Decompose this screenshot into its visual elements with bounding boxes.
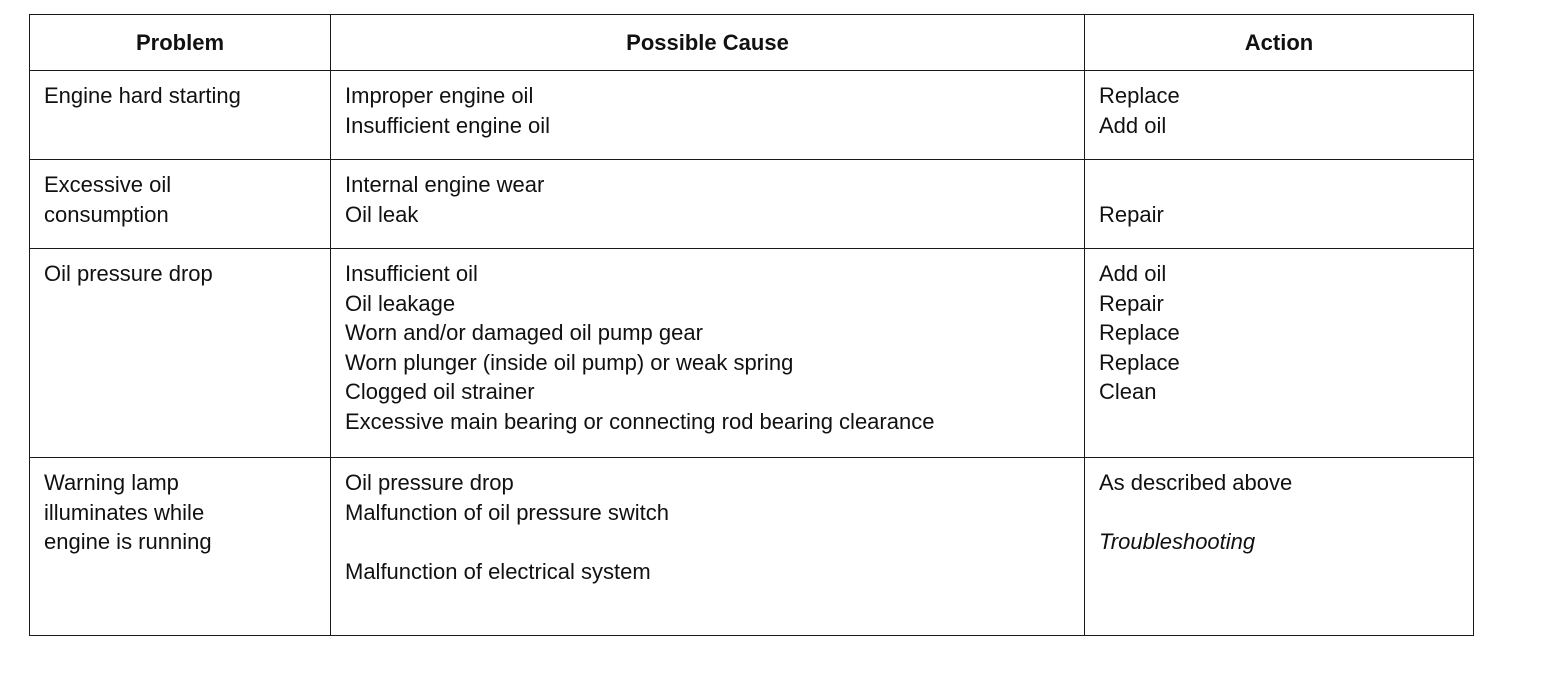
header-possible-cause: Possible Cause	[331, 15, 1085, 71]
table-row	[30, 71, 1474, 160]
action-cell	[1085, 71, 1474, 160]
cause-cell	[331, 249, 1085, 458]
cause-text: Oil pressure drop	[345, 470, 514, 495]
troubleshooting-table	[29, 14, 1474, 636]
cause-text: Insufficient oil	[345, 261, 478, 286]
action-cell	[1085, 249, 1474, 458]
cause-text: Malfunction of electrical system	[345, 558, 651, 584]
action-text-troubleshooting: Troubleshooting	[1099, 529, 1256, 554]
cause-text: Improper engine oil	[345, 83, 534, 108]
problem-text: Warning lamp	[44, 470, 179, 495]
cause-text: Worn and/or damaged oil pump gear	[345, 320, 703, 345]
cause-text: Oil leak	[345, 201, 419, 227]
cause-text: Oil leakage	[345, 290, 456, 316]
action-text: Repair	[1099, 290, 1164, 316]
cause-text: Insufficient engine oil	[345, 112, 551, 138]
problem-text: Excessive oil	[44, 172, 172, 197]
cause-text: Clogged oil strainer	[345, 379, 535, 404]
action-cell	[1085, 458, 1474, 636]
header-problem: Problem	[30, 15, 331, 71]
problem-cell	[30, 71, 331, 160]
problem-text: illuminates while	[44, 499, 205, 525]
action-cell	[1085, 160, 1474, 249]
action-text: As described above	[1099, 470, 1293, 495]
header-action: Action	[1085, 15, 1474, 71]
header-row	[30, 15, 1474, 71]
cause-text: Malfunction of oil pressure switch	[345, 499, 670, 525]
problem-cell	[30, 249, 331, 458]
action-text: Repair	[1099, 201, 1164, 227]
problem-cell	[30, 458, 331, 636]
problem-text: Oil pressure drop	[44, 261, 213, 286]
cause-cell	[331, 71, 1085, 160]
problem-text: Engine hard starting	[44, 83, 241, 108]
action-text: Replace	[1099, 320, 1180, 345]
cause-cell	[331, 160, 1085, 249]
cause-spacer	[345, 527, 1072, 557]
problem-cell	[30, 160, 331, 249]
action-spacer	[1099, 498, 1461, 528]
cause-cell	[331, 458, 1085, 636]
action-text: Replace	[1099, 83, 1180, 108]
action-text: Replace	[1099, 349, 1180, 375]
table-row	[30, 249, 1474, 458]
action-text: Add oil	[1099, 112, 1167, 138]
problem-text: consumption	[44, 201, 169, 227]
action-text: Add oil	[1099, 261, 1167, 286]
troubleshooting-table-container	[29, 14, 1473, 634]
table-row	[30, 458, 1474, 636]
cause-text: Worn plunger (inside oil pump) or weak spring	[345, 349, 794, 375]
table-row	[30, 160, 1474, 249]
action-spacer	[1099, 170, 1461, 200]
action-text: Clean	[1099, 379, 1157, 404]
cause-text: Internal engine wear	[345, 172, 545, 197]
problem-text: engine is running	[44, 529, 212, 554]
cause-text: Excessive main bearing or connecting rod bearing clearance	[345, 408, 935, 434]
